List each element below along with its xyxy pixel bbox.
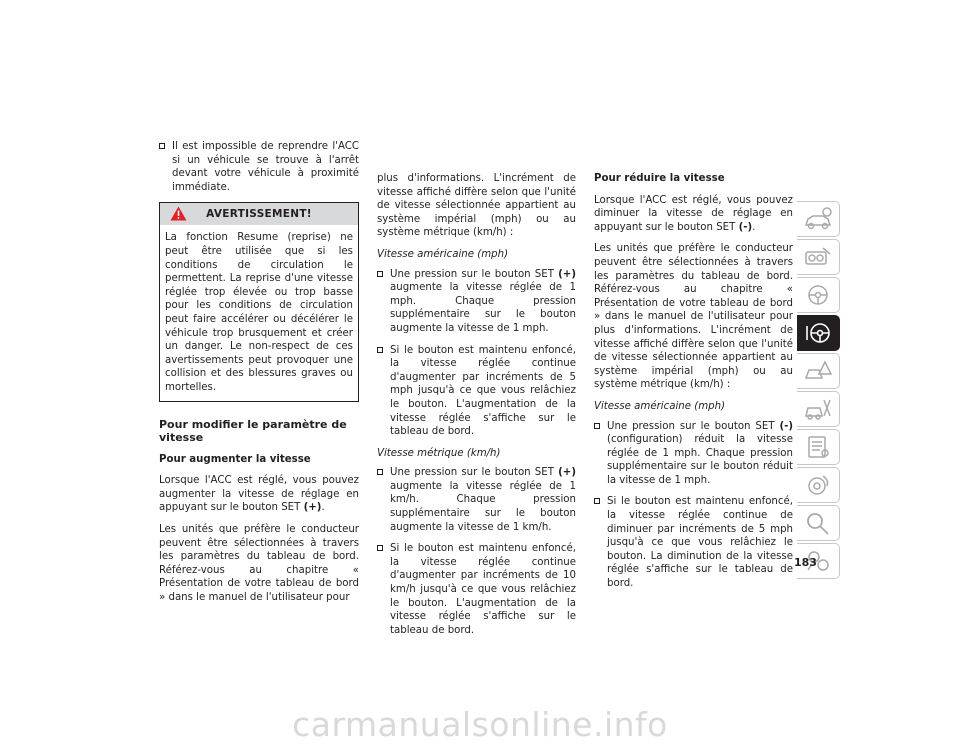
- tab-index[interactable]: [797, 505, 840, 541]
- set-plus-key: (+): [558, 467, 576, 479]
- chapter-tabs: [797, 201, 840, 581]
- paragraph: Lorsque l'ACC est réglé, vous pouvez diminuer la vitesse de réglage en appuyant sur le bouton SET (-).: [594, 194, 793, 233]
- bullet-item: Si le bouton est maintenu enfoncé, la vitesse réglée continue d'augmenter par incréments de 5 mph jusqu'à ce que vous relâchiez le bouton. L'augmentation de la vitesse réglée s'affiche sur le tableau de bord.: [377, 344, 576, 439]
- italic-subheading: Vitesse métrique (km/h): [377, 447, 501, 459]
- bullet-item: Une pression sur le bouton SET (+) augmente la vitesse réglée de 1 mph. Chaque pression supplémentaire sur le bouton augmente la vitesse de 1 mph.: [377, 268, 576, 336]
- column-middle: [377, 172, 576, 645]
- paragraph: Les unités que préfère le conducteur peuvent être sélectionnées à travers les paramètres du tableau de bord. Référez-vous au chapitre « Présentation de votre tableau de bord » dans le manuel de l'utilisateur pour: [159, 524, 359, 604]
- tab-safety-active[interactable]: [797, 315, 840, 351]
- tab-multimedia[interactable]: [797, 467, 840, 503]
- service-icon: [803, 396, 833, 422]
- bullet-box-icon: [159, 143, 165, 149]
- bullet-item: Si le bouton est maintenu enfoncé, la vitesse réglée continue d'augmenter par incréments de 10 km/h jusqu'à ce que vous relâchiez le bouton. L'augmentation de la vitesse réglée s'affiche sur le tableau de bord.: [377, 542, 576, 637]
- set-plus-key: (+): [558, 268, 576, 280]
- bullet-box-icon: [377, 469, 383, 475]
- safety-icon: [803, 320, 833, 346]
- warning-box: [159, 202, 359, 401]
- warning-triangle-icon: [170, 206, 187, 221]
- italic-subheading: Vitesse américaine (mph): [594, 400, 726, 412]
- tab-dashboard[interactable]: [797, 239, 840, 275]
- tab-starting[interactable]: [797, 277, 840, 313]
- steering-wheel-icon: [803, 282, 833, 308]
- warning-header: [160, 203, 358, 225]
- section-heading: Pour modifier le paramètre de vitesse: [159, 417, 347, 445]
- paragraph: Les unités que préfère le conducteur peuvent être sélectionnées à travers les paramètres du tableau de bord. Référez-vous au chapitre « Présentation de votre tableau de bord » dans le manuel de l'utilisateur pour plus d'informations. L'incrément de vitesse affiché diffère selon que l'unité de vitesse sélectionnée appartient au système impérial (mph) ou au système métrique (km/h) :: [594, 243, 793, 391]
- bullet-item: Il est impossible de reprendre l'ACC si un véhicule se trouve à l'arrêt devant votre véhicule à proximité immédiate.: [159, 140, 359, 194]
- emergency-icon: [803, 358, 833, 384]
- bullet-box-icon: [594, 498, 600, 504]
- column-left: [159, 140, 359, 613]
- bullet-box-icon: [594, 423, 600, 429]
- page-number: 183: [794, 556, 817, 569]
- paragraph: Lorsque l'ACC est réglé, vous pouvez augmenter la vitesse de réglage en appuyant sur le bouton SET (+).: [159, 475, 359, 514]
- car-info-icon: [803, 206, 833, 232]
- set-plus-key: (+): [303, 502, 322, 514]
- column-right: [594, 172, 793, 599]
- tab-service[interactable]: [797, 391, 840, 427]
- bullet-box-icon: [377, 545, 383, 551]
- tab-car-info[interactable]: [797, 201, 840, 237]
- bullet-box-icon: [377, 347, 383, 353]
- bullet-box-icon: [377, 271, 383, 277]
- warning-body: La fonction Resume (reprise) ne peut être utilisée que si les conditions de circulation le permettent. La reprise d'une vitesse réglée trop élevée ou trop basse pour les conditions de circulation peut faire accélérer ou décélérer le véhicule trop brusquement et créer un danger. Le non-respect de ces avertissements peut provoquer une collision et des blessures graves ou mortelles.: [165, 232, 353, 393]
- set-minus-key: (-): [738, 221, 753, 233]
- dashboard-icon: [803, 244, 833, 270]
- bullet-item: Si le bouton est maintenu enfoncé, la vitesse réglée continue de diminuer par incréments de 5 mph jusqu'à ce que vous relâchiez le bouton. La diminution de la vitesse réglée s'affiche sur le tableau de bord.: [594, 495, 793, 590]
- multimedia-icon: [803, 472, 833, 498]
- watermark: carmanualsonline.info: [292, 705, 668, 744]
- subsection-heading: Pour augmenter la vitesse: [159, 453, 311, 465]
- italic-subheading: Vitesse américaine (mph): [377, 248, 509, 260]
- bullet-item: Une pression sur le bouton SET (-) (configuration) réduit la vitesse réglée de 1 mph. Chaque pression supplémentaire sur le bouton réduit la vitesse de 1 mph.: [594, 420, 793, 488]
- tab-specifications[interactable]: [797, 429, 840, 465]
- index-icon: [803, 510, 833, 536]
- bullet-item: Une pression sur le bouton SET (+) augmente la vitesse réglée de 1 km/h. Chaque pression supplémentaire sur le bouton augmente la vitesse de 1 km/h.: [377, 466, 576, 534]
- specifications-icon: [803, 434, 833, 460]
- tab-emergency[interactable]: [797, 353, 840, 389]
- set-minus-key: (-): [779, 420, 793, 432]
- warning-title: AVERTISSEMENT!: [206, 208, 312, 221]
- paragraph: plus d'informations. L'incrément de vitesse affiché diffère selon que l'unité de vitesse sélectionnée appartient au système impérial (mph) ou au système métrique (km/h) :: [377, 173, 576, 239]
- subsection-heading: Pour réduire la vitesse: [594, 173, 725, 184]
